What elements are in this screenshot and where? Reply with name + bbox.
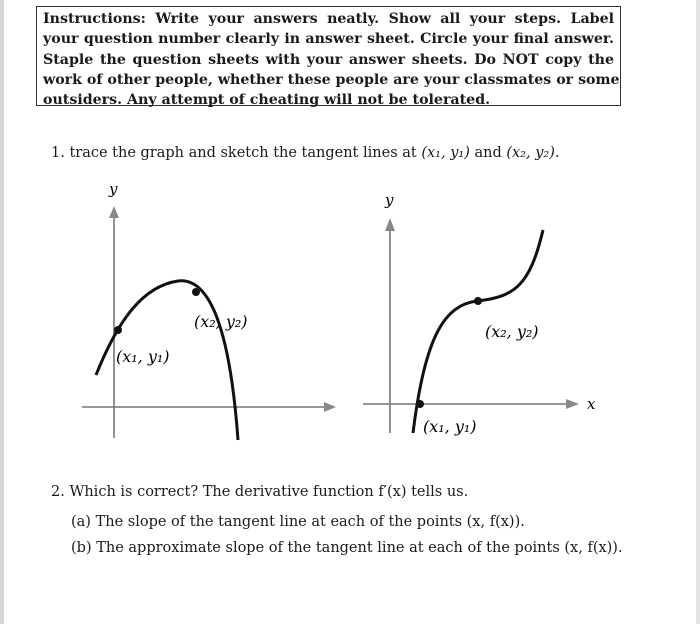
graph-left-x-arrow — [324, 402, 336, 412]
instructions-line: outsiders. Any attempt of cheating will not be tolerated. — [43, 92, 491, 109]
page-right-edge — [696, 0, 700, 624]
graph-left-y-arrow — [109, 206, 119, 218]
graph-left — [78, 180, 348, 445]
question-2-option-a: (a) The slope of the tangent line at each of the points (x, f(x)). — [71, 514, 525, 530]
graph-left-point-2 — [192, 288, 200, 296]
question-2: 2. Which is correct? The derivative function f′(x) tells us. — [51, 484, 469, 500]
instructions-line: Instructions: Write your answers neatly. Show all your steps. Label — [43, 11, 614, 27]
instructions-box — [36, 6, 621, 109]
graph-right-y-arrow — [385, 218, 395, 231]
graph-right-x-arrow — [566, 399, 579, 409]
graph-right-point-2 — [474, 297, 482, 305]
instructions-line: Staple the question sheets with your answer sheets. Do NOT copy the — [43, 51, 614, 68]
graph-right-point-1 — [416, 400, 424, 408]
question-1-period: . — [554, 145, 560, 161]
graph-right-point-2-label: (x₂, y₂) — [485, 322, 539, 341]
graph-right — [355, 185, 610, 450]
question-1 — [51, 145, 559, 161]
question-1-and: and — [474, 145, 502, 161]
question-1-point-2: (x₂, y₂) — [506, 145, 555, 161]
page-left-edge — [0, 0, 4, 624]
question-1-number: 1. — [51, 145, 65, 161]
instructions-line: work of other people, whether these people are your classmates or some — [43, 71, 620, 88]
graph-left-point-1 — [114, 326, 122, 334]
graph-right-point-1-label: (x₁, y₁) — [423, 417, 477, 436]
graph-left-y-label: y — [109, 180, 118, 198]
graph-left-point-1-label: (x₁, y₁) — [116, 347, 170, 366]
question-1-text: trace the graph and sketch the tangent lines at — [69, 145, 417, 161]
graph-left-point-2-label: (x₂, y₂) — [194, 312, 248, 331]
question-2-option-b: (b) The approximate slope of the tangent line at each of the points (x, f(x)). — [71, 540, 623, 556]
graph-right-y-label: y — [385, 191, 394, 209]
graph-right-x-label: x — [587, 395, 596, 413]
instructions-line: your question number clearly in answer sheet. Circle your final answer. — [43, 31, 614, 48]
question-1-point-1: (x₁, y₁) — [421, 145, 470, 161]
